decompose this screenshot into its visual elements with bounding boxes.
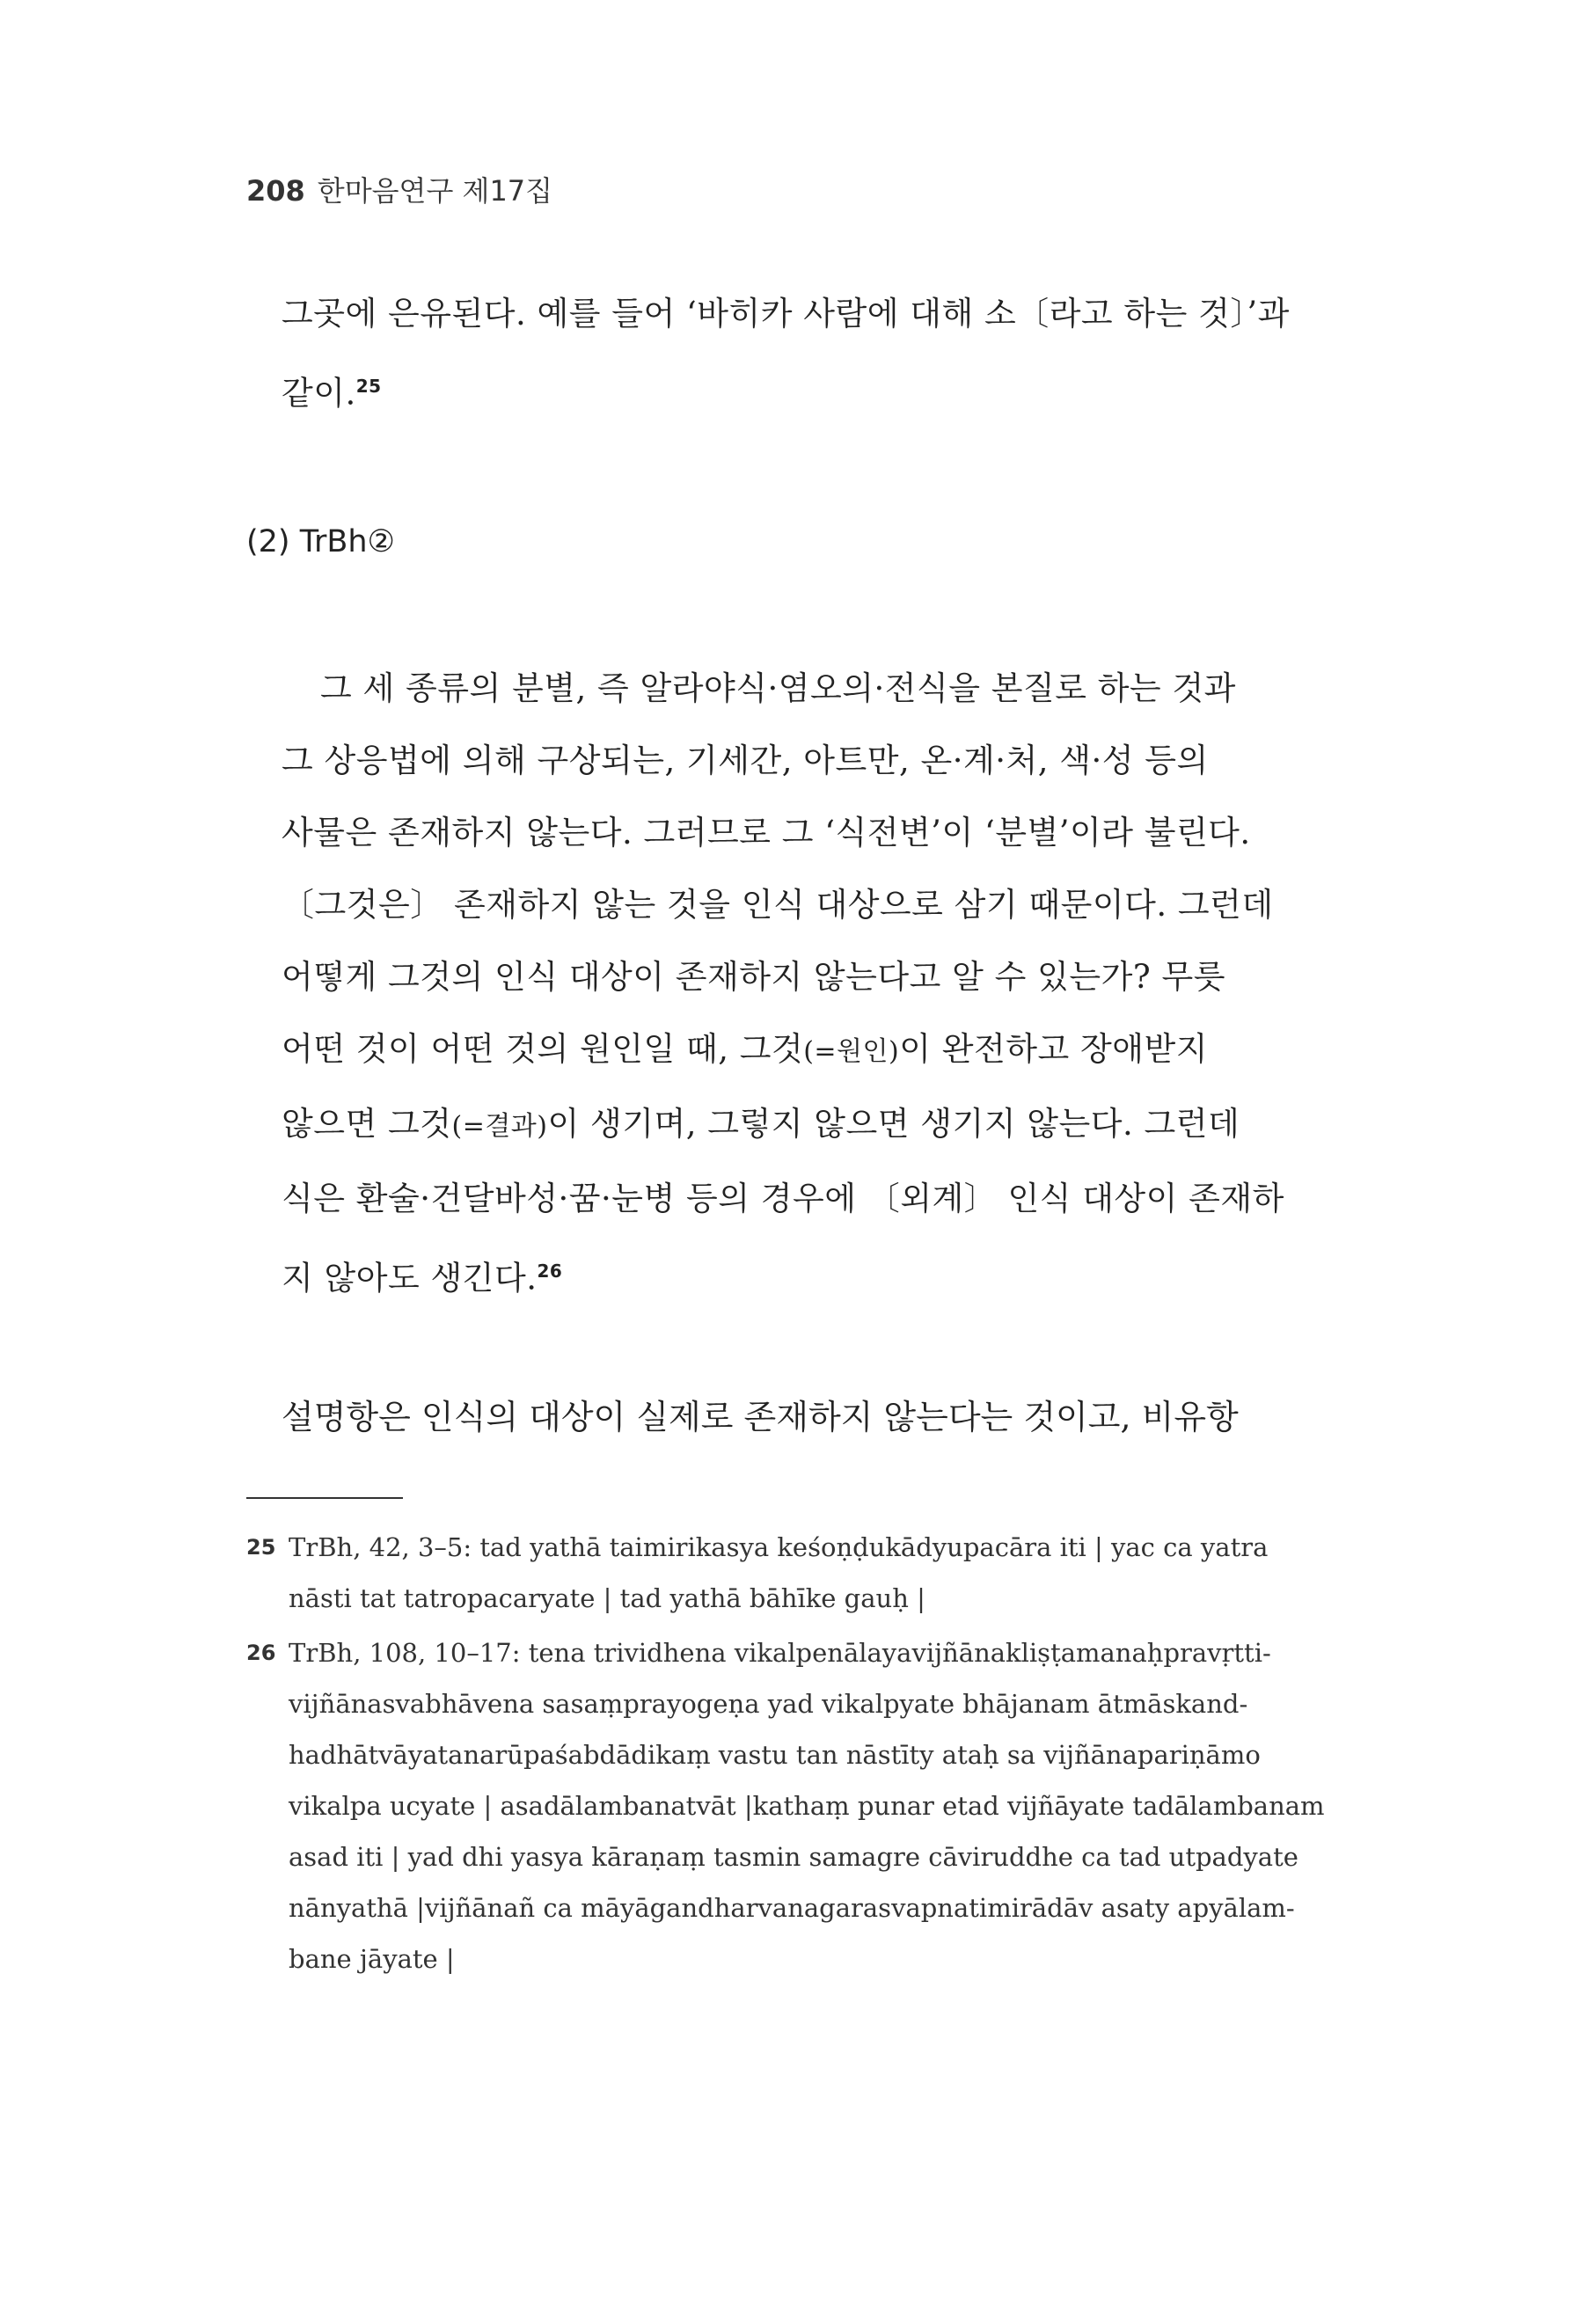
- quote-line: 그 상응법에 의해 구상되는, 기세간, 아트만, 온·계·처, 색·성 등의: [282, 742, 1209, 779]
- quote-line: 사물은 존재하지 않는다. 그러므로 그 ‘식전변’이 ‘분별’이라 불린다.: [282, 814, 1251, 851]
- footnote-line: vijñānasvabhāvena sasaṃprayogeṇa yad vikalpyate bhājanam ātmāskand-: [289, 1689, 1248, 1719]
- page-number: 208: [246, 174, 305, 208]
- section-heading: (2) TrBh②: [246, 524, 395, 559]
- quote-line: 〔그것은〕 존재하지 않는 것을 인식 대상으로 삼기 때문이다. 그런데: [282, 886, 1274, 924]
- footnote-line: hadhātvāyatanarūpaśabdādikaṃ vastu tan nāstīty ataḥ sa vijñānapariṇāmo: [289, 1740, 1261, 1770]
- quote-line: 그곳에 은유된다. 예를 들어 ‘바히카 사람에 대해 소〔라고 하는 것〕’과: [282, 295, 1290, 333]
- footnotes: [246, 1522, 1328, 1988]
- footnote-number: 26: [246, 1641, 276, 1665]
- quote-block-main: [282, 653, 1320, 1314]
- body-paragraph: 설명항은 인식의 대상이 실제로 존재하지 않는다는 것이고, 비유항: [282, 1398, 1239, 1436]
- quote-line: 식은 환술·건달바성·꿈·눈병 등의 경우에 〔외계〕 인식 대상이 존재하: [282, 1180, 1284, 1217]
- quote-line: 어떤 것이 어떤 것의 원인일 때, 그것(=원인)이 완전하고 장애받지: [282, 1030, 1208, 1068]
- footnote-line: TrBh, 42, 3–5: tad yathā taimirikasya keśoṇḍukādyupacāra iti | yac ca yatra: [289, 1532, 1269, 1562]
- quote-line: 지 않아도 생긴다.$^{26}$: [282, 1259, 563, 1297]
- quote-line: 그 세 종류의 분별, 즉 알라야식·염오의·전식을 본질로 하는 것과: [320, 669, 1236, 707]
- gloss: (=결과): [451, 1111, 548, 1142]
- footnote-line: TrBh, 108, 10–17: tena trividhena vikalpenālayavijñānakliṣṭamanaḥpravṛtti-: [289, 1638, 1271, 1668]
- footnote-line: vikalpa ucyate | asadālambanatvāt |kathaṃ punar etad vijñāyate tadālambanam: [289, 1791, 1325, 1821]
- footnote-line: asad iti | yad dhi yasya kāraṇaṃ tasmin samagre cāviruddhe ca tad utpadyate: [289, 1842, 1298, 1872]
- footnote-26: [246, 1627, 1328, 1984]
- footnote-ref: 26: [537, 1261, 563, 1282]
- footnote-divider: [246, 1497, 403, 1499]
- footnote-line: bane jāyate |: [289, 1944, 455, 1974]
- running-header: [246, 169, 552, 209]
- footnote-number: 25: [246, 1535, 276, 1560]
- quote-line: 않으면 그것(=결과)이 생기며, 그렇지 않으면 생기지 않는다. 그런데: [282, 1105, 1240, 1143]
- footnote-line: nānyathā |vijñānañ ca māyāgandharvanagarasvapnatimirādāv asaty apyālam-: [289, 1893, 1295, 1923]
- gloss: (=원인): [803, 1036, 900, 1067]
- quote-line: 어떻게 그것의 인식 대상이 존재하지 않는다고 알 수 있는가? 무릇: [282, 958, 1225, 996]
- quote-block-top: [282, 278, 1320, 429]
- journal-title: 한마음연구 제17집: [317, 174, 553, 208]
- footnote-25: [246, 1522, 1328, 1624]
- quote-line: 같이.$^{25}$: [282, 374, 382, 413]
- footnote-line: nāsti tat tatropacaryate | tad yathā bāhīke gauḥ |: [289, 1583, 925, 1613]
- footnote-ref: 25: [355, 376, 382, 397]
